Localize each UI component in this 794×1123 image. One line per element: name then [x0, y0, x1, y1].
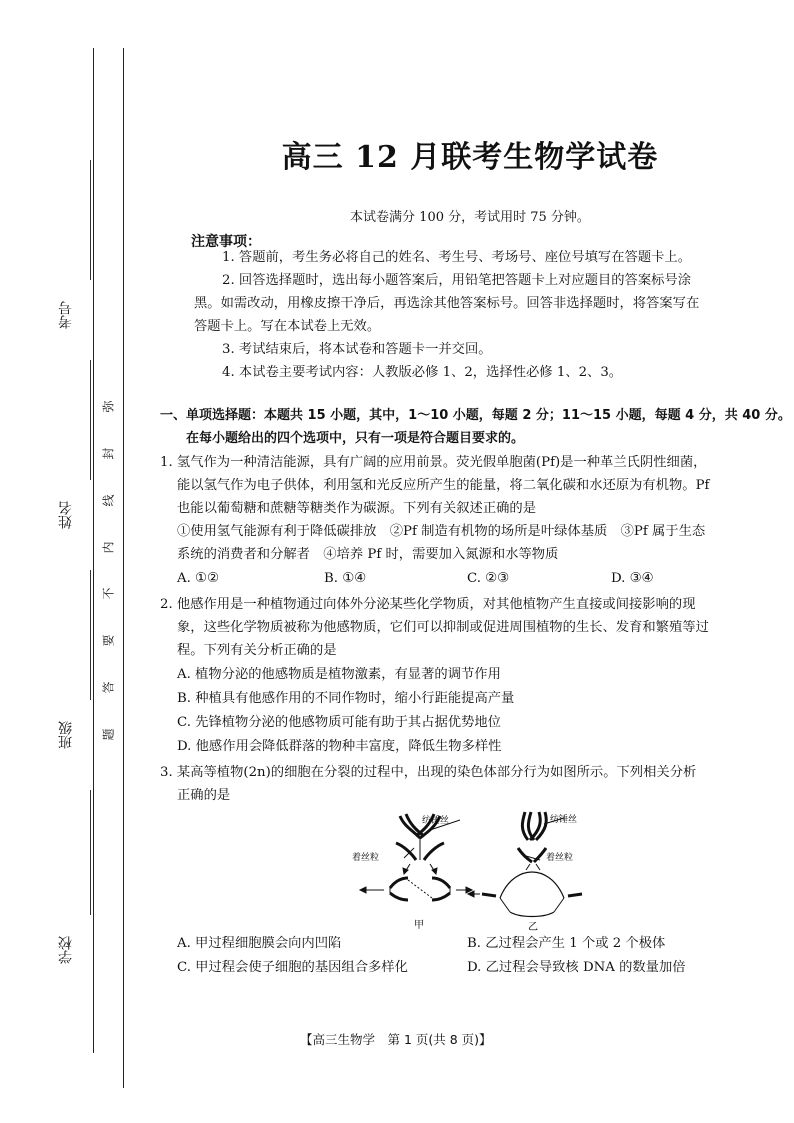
- section-instruction: 在每小题给出的四个选项中，只有一项是符合题目要求的。: [186, 431, 525, 446]
- option-b[interactable]: B. ①④: [324, 571, 367, 586]
- spindle-label-left: 纺锤丝: [422, 816, 450, 826]
- figure-right-lower: [468, 872, 582, 917]
- option-d[interactable]: D. 乙过程会导致核 DNA 的数量加倍: [467, 960, 686, 975]
- centromere-label-right: 着丝粒: [546, 853, 574, 863]
- exam-number-label: 考号: [58, 301, 74, 329]
- question-text: 能以氢气作为电子供体，利用氢和光反应所产生的能量，将二氧化碳和水还原为有机物。Pf: [177, 478, 710, 493]
- binding-line-outer: [93, 48, 94, 1053]
- option-a[interactable]: A. ①②: [177, 571, 219, 586]
- notice-line: 1. 答题前，考生务必将自己的姓名、考生号、考场号、座位号填写在答题卡上。: [222, 250, 692, 265]
- seal-char: 答: [101, 681, 116, 694]
- spindle-label-right: 纺锤丝: [550, 815, 578, 825]
- option-d[interactable]: D. 他感作用会降低群落的物种丰富度，降低生物多样性: [177, 739, 502, 754]
- question-text: 正确的是: [177, 788, 231, 803]
- option-row: [177, 568, 777, 590]
- seal-char: 不: [101, 587, 116, 600]
- question-text: 系统的消费者和分解者 ④培养 Pf 时，需要加入氮源和水等物质: [177, 547, 559, 562]
- figure-caption-left: 甲: [414, 920, 424, 931]
- seal-char: 题: [101, 728, 116, 741]
- question-text: 程。下列有关分析正确的是: [177, 643, 337, 658]
- name-label: 姓名: [58, 501, 74, 529]
- school-label: 学校: [58, 936, 74, 964]
- binding-line-inner: [123, 48, 124, 1088]
- question-text: 也能以葡萄糖和蔗糖等糖类作为碳源。下列有关叙述正确的是: [177, 501, 537, 516]
- name-line: [90, 360, 91, 480]
- figure-left-lower: [360, 878, 472, 900]
- question-text: 1. 氢气作为一种清洁能源，具有广阔的应用前景。荧光假单胞菌(Pf)是一种革兰氏阴性细菌，: [160, 455, 707, 470]
- school-field[interactable]: [56, 925, 92, 985]
- seal-char: 要: [101, 634, 116, 647]
- exam-info: 本试卷满分 100 分，考试用时 75 分钟。: [350, 210, 590, 225]
- option-b[interactable]: B. 乙过程会产生 1 个或 2 个极体: [467, 936, 666, 951]
- seal-char: 内: [101, 541, 116, 554]
- seal-line-notice: [98, 398, 118, 743]
- question-text: ①使用氢气能源有利于降低碳排放 ②Pf 制造有机物的场所是叶绿体基质 ③Pf 属于生态: [177, 524, 706, 539]
- exam-number-line: [90, 160, 91, 280]
- notice-line: 黑。如需改动，用橡皮擦干净后，再选涂其他答案标号。回答非选择题时，将答案写在: [194, 296, 700, 311]
- name-field[interactable]: [56, 490, 92, 550]
- option-c[interactable]: C. ②③: [467, 571, 509, 586]
- option-b[interactable]: B. 种植具有他感作用的不同作物时，缩小行距能提高产量: [177, 691, 515, 706]
- option-a[interactable]: A. 甲过程细胞膜会向内凹陷: [177, 936, 342, 951]
- class-field[interactable]: [56, 710, 92, 770]
- figure-caption-right: 乙: [528, 922, 538, 933]
- question-text: 3. 某高等植物(2n)的细胞在分裂的过程中，出现的染色体部分行为如图所示。下列相关分析: [160, 765, 697, 780]
- seal-char: 线: [101, 494, 116, 507]
- option-d[interactable]: D. ③④: [611, 571, 654, 586]
- notice-line: 2. 回答选择题时，选出每小题答案后，用铅笔把答题卡上对应题目的答案标号涂: [222, 273, 692, 288]
- section-heading: 一、单项选择题：本题共 15 小题，其中，1～10 小题，每题 2 分；11～15 小题，每题 4 分，共 40 分。: [160, 408, 791, 423]
- notice-line: 4. 本试卷主要考试内容：人教版必修 1、2，选择性必修 1、2、3。: [222, 365, 623, 380]
- question-text: 象，这些化学物质被称为他感物质，它们可以抑制或促进周围植物的生长、发育和繁殖等过: [177, 620, 709, 635]
- chromosome-figure: [350, 808, 610, 933]
- page-title: 高三 12 月联考生物学试卷: [281, 140, 659, 175]
- school-line: [90, 790, 91, 915]
- option-grid: [177, 933, 777, 981]
- notice-heading: 注意事项：: [191, 234, 261, 250]
- option-c[interactable]: C. 先锋植物分泌的他感物质可能有助于其占据优势地位: [177, 715, 501, 730]
- question-text: 2. 他感作用是一种植物通过向体外分泌某些化学物质，对其他植物产生直接或间接影响的现: [160, 597, 696, 612]
- seal-char: 封: [101, 447, 116, 460]
- class-label: 班级: [58, 721, 74, 749]
- class-line: [90, 570, 91, 700]
- centromere-label-left: 着丝粒: [352, 853, 380, 863]
- notice-line: 3. 考试结束后，将本试卷和答题卡一并交回。: [222, 342, 492, 357]
- notice-line: 答题卡上。写在本试卷上无效。: [194, 319, 381, 334]
- exam-number-field[interactable]: [56, 290, 92, 380]
- option-a[interactable]: A. 植物分泌的他感物质是植物激素，有显著的调节作用: [177, 667, 501, 682]
- page-footer: 【高三生物学 第 1 页(共 8 页)】: [300, 1032, 492, 1047]
- option-c[interactable]: C. 甲过程会使子细胞的基因组合多样化: [177, 960, 408, 975]
- seal-char: 弥: [101, 400, 116, 413]
